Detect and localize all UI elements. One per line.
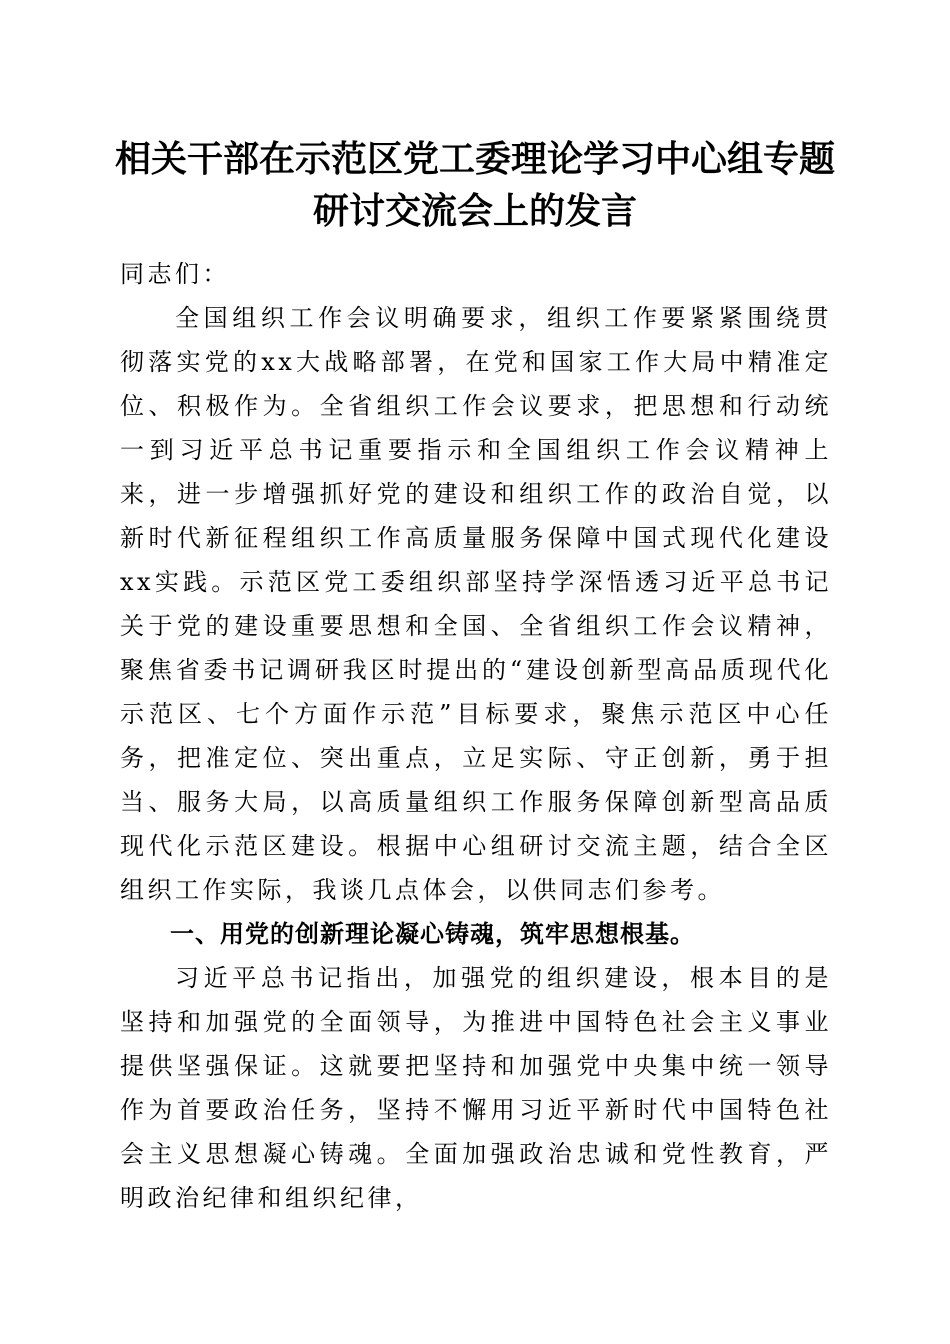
document-title: [100, 133, 850, 237]
title-line-1: 相关干部在示范区党工委理论学习中心组专题: [114, 138, 835, 180]
salutation: 同志们：: [120, 260, 230, 288]
section-heading-1: 一、用党的创新理论凝心铸魂，筑牢思想根基。: [170, 920, 695, 948]
paragraph-2: 习近平总书记指出，加强党的组织建设，根本目的是坚持和加强党的全面领导，为推进中国特色社会主义事业提供坚强保证。这就要把坚持和加强党中央集中统一领导作为首要政治任务，坚持不懈用习近平新时代中国特色社会主义思想凝心铸魂。全面加强政治忠诚和党性教育，严明政治纪律和组织纪律，: [120, 964, 832, 1212]
paragraph-1: 全国组织工作会议明确要求，组织工作要紧紧围绕贯彻落实党的xx大战略部署，在党和国家工作大局中精准定位、积极作为。全省组织工作会议要求，把思想和行动统一到习近平总书记重要指示和全国组织工作会议精神上来，进一步增强抓好党的建设和组织工作的政治自觉，以新时代新征程组织工作高质量服务保障中国式现代化建设xx实践。示范区党工委组织部坚持学深悟透习近平总书记关于党的建设重要思想和全国、全省组织工作会议精神，聚焦省委书记调研我区时提出的“建设创新型高品质现代化示范区、七个方面作示范”目标要求，聚焦示范区中心任务，把准定位、突出重点，立足实际、守正创新，勇于担当、服务大局，以高质量组织工作服务保障创新型高品质现代化示范区建设。根据中心组研讨交流主题，结合全区组织工作实际，我谈几点体会，以供同志们参考。: [120, 304, 832, 904]
document-body: [120, 252, 832, 1220]
title-line-2: 研讨交流会上的发言: [312, 190, 637, 232]
